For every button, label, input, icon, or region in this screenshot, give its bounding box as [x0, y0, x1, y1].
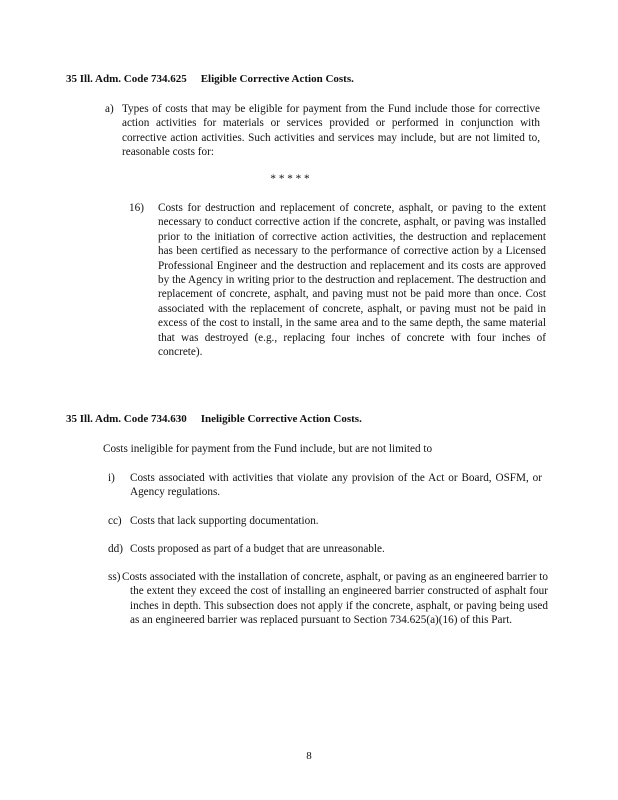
paragraph-a: Types of costs that may be eligible for payment from the Fund include those for corrective action activities for materials or services provided or performed in conjunction with corrective action activities. Such activities and services may include, but are not limited to, reasonable costs for:: [122, 103, 540, 159]
section-heading-734-625: [66, 73, 354, 85]
omission-marker: * * * * *: [270, 173, 310, 185]
section-title: Eligible Corrective Action Costs.: [200, 73, 354, 85]
section-title: Ineligible Corrective Action Costs.: [200, 413, 362, 425]
item-cc: Costs that lack supporting documentation.: [130, 515, 319, 527]
section-heading-734-630: [66, 413, 362, 425]
item-marker-ss: ss): [108, 571, 121, 583]
item-marker-dd: dd): [108, 543, 123, 555]
item-i: Costs associated with activities that violate any provision of the Act or Board, OSFM, or Agency regulations.: [130, 472, 542, 499]
paragraph-marker-a: a): [105, 103, 114, 115]
section-code: 35 Ill. Adm. Code 734.625: [66, 73, 187, 85]
paragraph-16: Costs for destruction and replacement of concrete, asphalt, or paving to the extent necessary to conduct corrective action if the concrete, asphalt, or paving was installed prior to the initiation of corrective action activities, the destruction and replacement has been certified as necessary to the performance of corrective action by a Licensed Professional Engineer and the destruction and replacement and its costs are approved by the Agency in writing prior to the destruction and replacement. The destruction and replacement of concrete, asphalt, and paving must not be paid more than once. Cost associated with the replacement of concrete, asphalt, or paving must not be paid in excess of the cost to install, in the same area and to the same depth, the same material that was destroyed (e.g., replacing four inches of concrete with four inches of concrete).: [158, 202, 546, 359]
item-marker-cc: cc): [108, 515, 122, 527]
section-630-intro: Costs ineligible for payment from the Fund include, but are not limited to: [103, 443, 433, 455]
item-marker-i: i): [108, 472, 115, 484]
item-ss: Costs associated with the installation of concrete, asphalt, or paving as an engineered barrier to the extent they exceed the cost of installing an engineered barrier constructed of asphalt four inches in depth. This subsection does not apply if the concrete, asphalt, or paving being used as an engineered barrier was replaced pursuant to Section 734.625(a)(16) of this Part.: [122, 571, 548, 627]
page-number: 8: [306, 750, 312, 762]
section-code: 35 Ill. Adm. Code 734.630: [66, 413, 187, 425]
item-dd: Costs proposed as part of a budget that are unreasonable.: [130, 543, 385, 555]
paragraph-marker-16: 16): [129, 202, 144, 214]
